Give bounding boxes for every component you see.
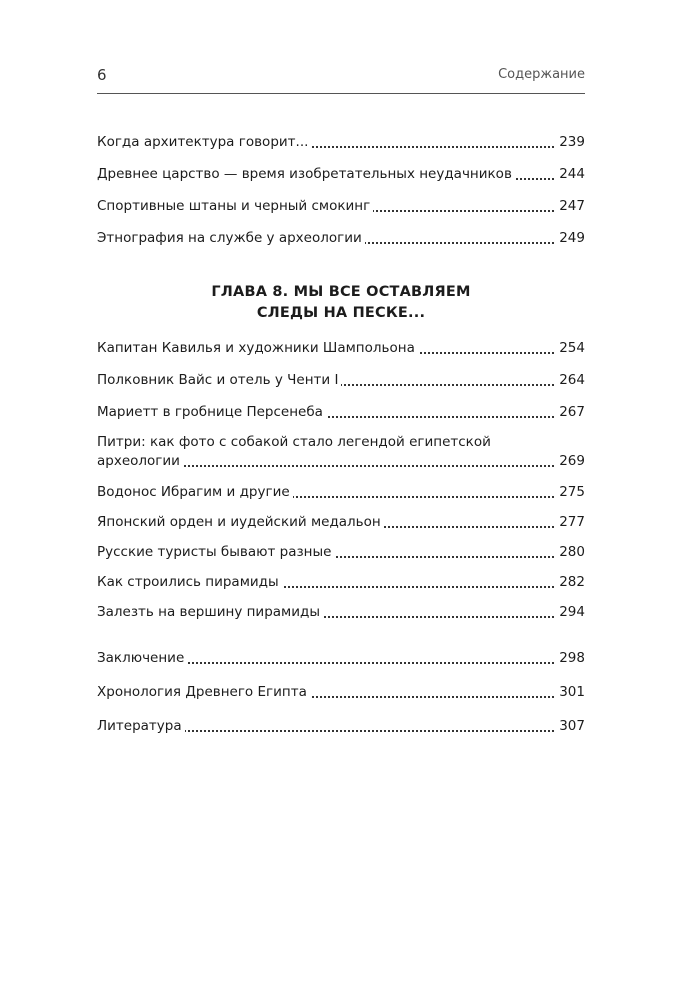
toc-entry[interactable] [97, 573, 585, 592]
chapter-heading [97, 282, 585, 324]
toc-row-wrapper [97, 683, 585, 702]
toc-row-wrapper [97, 649, 585, 668]
toc-entry-title: Хронология Древнего Египта [97, 683, 310, 702]
toc-entry-page: 275 [556, 483, 585, 502]
toc-row-wrapper [97, 229, 585, 248]
toc-entry[interactable] [97, 229, 585, 248]
toc-row-wrapper [97, 197, 585, 216]
toc-entry-title: Как строились пирамиды [97, 573, 282, 592]
toc-entry-page: 277 [556, 513, 585, 532]
toc-entry-page: 294 [556, 603, 585, 622]
toc-entry-page: 269 [556, 452, 585, 471]
toc-section-top [97, 133, 585, 152]
toc-entry-page: 298 [556, 649, 585, 668]
page-number: 6 [97, 66, 107, 84]
header-rule [97, 93, 585, 94]
toc-entry-title: Водонос Ибрагим и другие [97, 483, 293, 502]
toc-entry-page: 244 [556, 165, 585, 184]
toc-row-wrapper [97, 603, 585, 622]
toc-entry-line2 [97, 452, 585, 471]
toc-entry[interactable] [97, 683, 585, 702]
toc-entry[interactable] [97, 197, 585, 216]
toc-entry[interactable] [97, 433, 585, 471]
page-header [97, 66, 585, 88]
toc-entry-page: 307 [556, 717, 585, 736]
running-title: Содержание [498, 67, 585, 82]
toc-entry-page: 249 [556, 229, 585, 248]
toc-entry[interactable] [97, 603, 585, 622]
toc-entry[interactable] [97, 371, 585, 390]
toc-row-wrapper [97, 513, 585, 532]
toc-entry-title: Заключение [97, 649, 187, 668]
chapter-heading-line1: ГЛАВА 8. МЫ ВСЕ ОСТАВЛЯЕМ [211, 284, 471, 300]
toc-row-wrapper [97, 339, 585, 358]
toc-entry-title: Полковник Вайс и отель у Ченти I [97, 371, 341, 390]
toc-entry[interactable] [97, 513, 585, 532]
toc-entry-title: Японский орден и иудейский медальон [97, 513, 384, 532]
toc-entry-page: 239 [556, 133, 585, 152]
toc-entry-title-line1: Питри: как фото с собакой стало легендой египетской [97, 434, 491, 450]
toc-entry-page: 267 [556, 403, 585, 422]
toc-entry[interactable] [97, 543, 585, 562]
toc-entry-title: Литература [97, 717, 185, 736]
toc-row-wrapper [97, 371, 585, 390]
toc-entry[interactable] [97, 649, 585, 668]
toc-entry-page: 264 [556, 371, 585, 390]
toc-entry-page: 254 [556, 339, 585, 358]
chapter-heading-line2: СЛЕДЫ НА ПЕСКЕ... [256, 305, 426, 321]
toc-entry-page: 301 [556, 683, 585, 702]
toc-entry[interactable] [97, 403, 585, 422]
toc-entry-title: Мариетт в гробнице Персенеба [97, 403, 326, 422]
toc-row-wrapper [97, 573, 585, 592]
toc-row-wrapper [97, 483, 585, 502]
toc-row-wrapper [97, 165, 585, 184]
toc-entry[interactable] [97, 133, 585, 152]
toc-entry-title: Когда архитектура говорит... [97, 133, 311, 152]
toc-entry-title: Капитан Кавилья и художники Шампольона [97, 339, 418, 358]
toc-entry-page: 282 [556, 573, 585, 592]
toc-entry-page: 247 [556, 197, 585, 216]
toc-entry-title-line2: археологии [97, 452, 183, 471]
toc-row-wrapper [97, 717, 585, 736]
toc-entry-title: Этнография на службе у археологии [97, 229, 365, 248]
toc-entry[interactable] [97, 339, 585, 358]
toc-entry[interactable] [97, 165, 585, 184]
toc-entry-title: Древнее царство — время изобретательных неудачников [97, 165, 515, 184]
toc-entry-title: Залезть на вершину пирамиды [97, 603, 323, 622]
toc-row-wrapper [97, 543, 585, 562]
toc-entry-title: Русские туристы бывают разные [97, 543, 334, 562]
toc-entry-title: Спортивные штаны и черный смокинг [97, 197, 373, 216]
toc-entry[interactable] [97, 483, 585, 502]
toc-row-wrapper [97, 403, 585, 422]
toc-entry[interactable] [97, 717, 585, 736]
toc-entry-page: 280 [556, 543, 585, 562]
toc-row-wrapper [97, 433, 585, 471]
